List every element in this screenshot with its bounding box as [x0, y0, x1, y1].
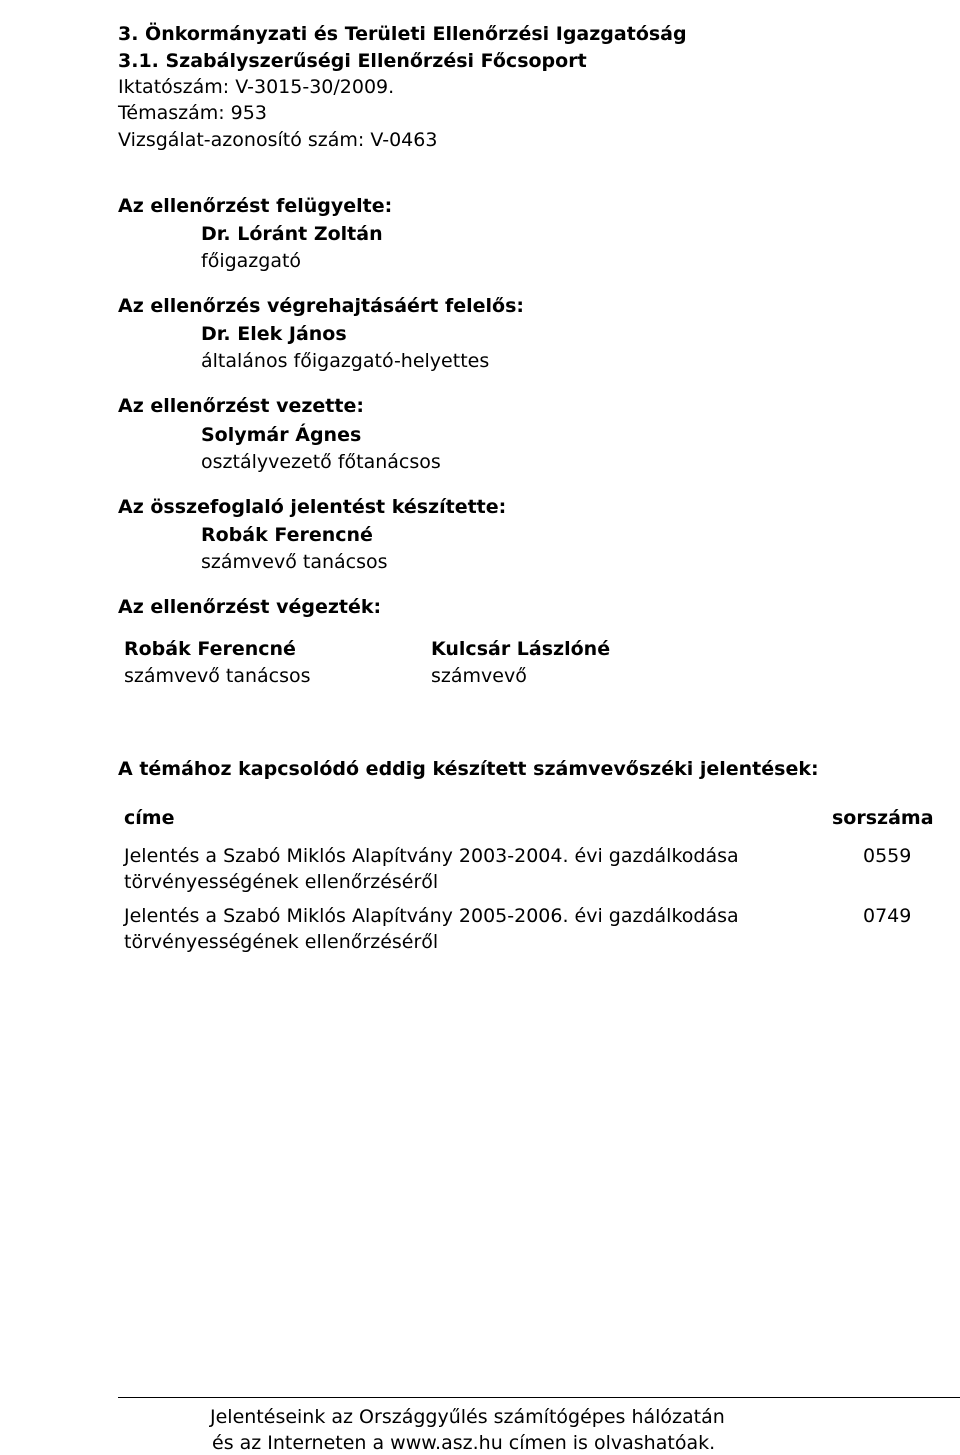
- column-header-number: sorszáma: [832, 807, 934, 829]
- led-label: Az ellenőrzést vezette:: [118, 395, 364, 417]
- report-title-line: törvényességének ellenőrzéséről: [124, 871, 439, 893]
- column-header-title: címe: [124, 807, 175, 829]
- leader-name: Solymár Ágnes: [201, 424, 362, 446]
- responsible-name: Dr. Elek János: [201, 323, 347, 345]
- footer-line: Jelentéseink az Országgyűlés számítógépes hálózatán: [210, 1406, 725, 1428]
- leader-title: osztályvezető főtanácsos: [201, 451, 441, 473]
- supervisor-title: főigazgató: [201, 250, 302, 272]
- footer-line: és az Interneten a www.asz.hu címen is olvashatóak.: [212, 1432, 716, 1454]
- auditor-name: Kulcsár Lászlóné: [431, 638, 611, 660]
- performed-label: Az ellenőrzést végezték:: [118, 596, 382, 618]
- summary-author-name: Robák Ferencné: [201, 524, 373, 546]
- subdepartment-heading: 3.1. Szabályszerűségi Ellenőrzési Főcsoport: [118, 50, 587, 72]
- summary-author-title: számvevő tanácsos: [201, 551, 388, 573]
- footer-divider: [118, 1397, 960, 1398]
- file-number: Iktatószám: V-3015-30/2009.: [118, 76, 395, 98]
- summary-label: Az összefoglaló jelentést készítette:: [118, 496, 507, 518]
- related-reports-heading: A témához kapcsolódó eddig készített számvevőszéki jelentések:: [118, 758, 819, 780]
- report-number: 0749: [863, 905, 912, 927]
- report-title-line: törvényességének ellenőrzéséről: [124, 931, 439, 953]
- report-title-line: Jelentés a Szabó Miklós Alapítvány 2005-2006. évi gazdálkodása: [124, 905, 739, 927]
- report-title-line: Jelentés a Szabó Miklós Alapítvány 2003-2004. évi gazdálkodása: [124, 845, 739, 867]
- responsible-label: Az ellenőrzés végrehajtásáért felelős:: [118, 295, 524, 317]
- topic-number: Témaszám: 953: [118, 102, 267, 124]
- responsible-title: általános főigazgató-helyettes: [201, 350, 490, 372]
- department-heading: 3. Önkormányzati és Területi Ellenőrzési Igazgatóság: [118, 23, 687, 45]
- supervisor-name: Dr. Lóránt Zoltán: [201, 223, 383, 245]
- supervised-label: Az ellenőrzést felügyelte:: [118, 195, 393, 217]
- auditor-name: Robák Ferencné: [124, 638, 296, 660]
- audit-id: Vizsgálat-azonosító szám: V-0463: [118, 129, 438, 151]
- auditor-title: számvevő tanácsos: [124, 665, 311, 687]
- auditor-title: számvevő: [431, 665, 527, 687]
- report-number: 0559: [863, 845, 912, 867]
